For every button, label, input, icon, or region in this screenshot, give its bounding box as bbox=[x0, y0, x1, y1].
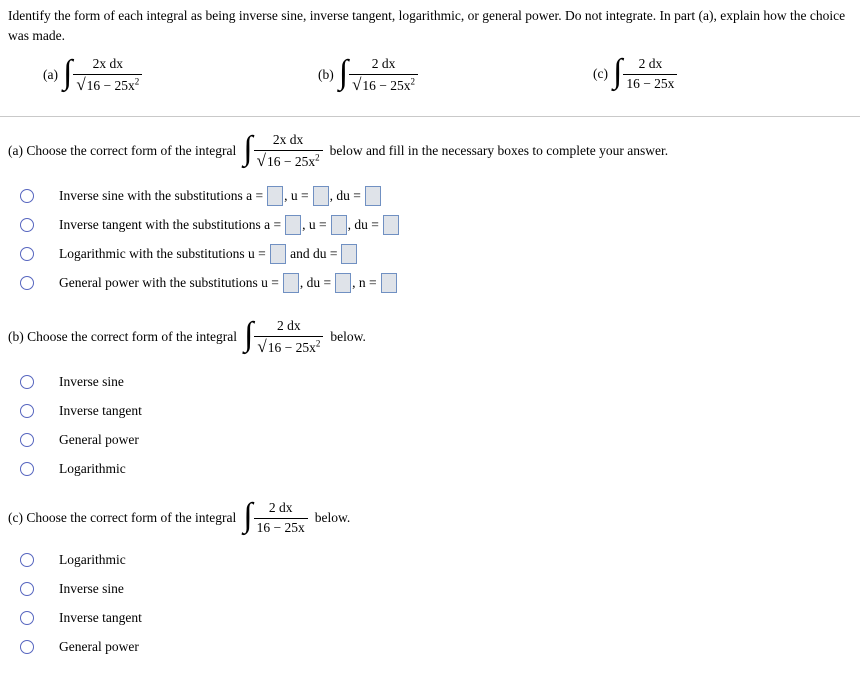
option-row-b-logarithmic bbox=[0, 454, 860, 483]
answer-box-a-power-du[interactable] bbox=[335, 273, 351, 293]
numerator: 2x dx bbox=[92, 56, 123, 71]
numerator: 2 dx bbox=[638, 56, 663, 71]
radio-a-logarithmic[interactable] bbox=[20, 247, 34, 261]
integral-sign: ∫ bbox=[243, 497, 253, 534]
answer-box-a-sine-du[interactable] bbox=[365, 186, 381, 206]
option-text-segment: Logarithmic with the substitutions u = bbox=[59, 245, 266, 261]
radio-a-general-power[interactable] bbox=[20, 276, 34, 290]
answer-box-a-tangent-du[interactable] bbox=[383, 215, 399, 235]
radio-c-inverse-tangent[interactable] bbox=[20, 611, 34, 625]
option-row-c-general-power bbox=[0, 632, 860, 661]
option-label: Inverse sine bbox=[59, 373, 124, 389]
fraction-a bbox=[73, 56, 142, 95]
option-label bbox=[59, 244, 358, 264]
answer-box-a-sine-u[interactable] bbox=[313, 186, 329, 206]
denominator-base: 16 − 25x bbox=[362, 77, 411, 93]
answer-box-a-tangent-a[interactable] bbox=[285, 215, 301, 235]
option-row-b-inverse-tangent bbox=[0, 396, 860, 425]
denominator-base: 16 − 25x bbox=[86, 77, 135, 93]
part-b-heading-text: (b) Choose the correct form of the integral bbox=[8, 329, 238, 344]
option-text-segment: General power with the substitutions u = bbox=[59, 274, 279, 290]
radio-c-inverse-sine[interactable] bbox=[20, 582, 34, 596]
option-row-b-inverse-sine bbox=[0, 367, 860, 396]
math-assignment-page bbox=[0, 6, 860, 661]
part-c-section bbox=[0, 495, 860, 661]
denominator bbox=[254, 336, 323, 357]
option-text-segment: Inverse sine with the substitutions a = bbox=[59, 187, 264, 203]
option-label: General power bbox=[59, 638, 139, 654]
part-c-heading-text: (c) Choose the correct form of the integral bbox=[8, 510, 237, 525]
option-label bbox=[59, 215, 400, 235]
integral-sign: ∫ bbox=[62, 54, 73, 92]
option-text-segment: , du = bbox=[329, 187, 361, 203]
part-c-heading bbox=[8, 495, 860, 541]
radio-c-logarithmic[interactable] bbox=[20, 553, 34, 567]
option-label: Logarithmic bbox=[59, 551, 126, 567]
part-c-heading-suffix: below. bbox=[314, 510, 351, 525]
option-label bbox=[59, 186, 382, 206]
option-text-segment: , du = bbox=[347, 216, 379, 232]
part-a-section bbox=[0, 125, 860, 297]
answer-box-a-sine-a[interactable] bbox=[267, 186, 283, 206]
radical-sign: √ bbox=[257, 336, 267, 356]
option-row-b-general-power bbox=[0, 425, 860, 454]
radio-a-inverse-tangent[interactable] bbox=[20, 218, 34, 232]
numerator: 2 dx bbox=[277, 317, 301, 333]
part-b-heading bbox=[8, 311, 860, 363]
denominator bbox=[349, 74, 418, 95]
radio-b-logarithmic[interactable] bbox=[20, 462, 34, 476]
radical-sign: √ bbox=[76, 74, 86, 94]
answer-box-a-log-du[interactable] bbox=[341, 244, 357, 264]
option-text-segment: , u = bbox=[284, 187, 309, 203]
answer-box-a-tangent-u[interactable] bbox=[331, 215, 347, 235]
option-row-a-inverse-sine bbox=[0, 181, 860, 210]
radical-sign: √ bbox=[256, 150, 266, 170]
option-label: Inverse tangent bbox=[59, 402, 142, 418]
option-row-a-logarithmic bbox=[0, 239, 860, 268]
integral-c-label: (c) bbox=[593, 66, 608, 82]
radio-b-inverse-sine[interactable] bbox=[20, 375, 34, 389]
part-b-options bbox=[0, 367, 860, 483]
option-text-segment: and du = bbox=[286, 245, 338, 261]
denominator: 16 − 25x bbox=[623, 74, 677, 93]
radio-c-general-power[interactable] bbox=[20, 640, 34, 654]
option-row-a-general-power bbox=[0, 268, 860, 297]
denominator-exponent: 2 bbox=[134, 76, 140, 87]
part-b-section bbox=[0, 311, 860, 483]
section-divider bbox=[0, 116, 860, 117]
numerator: 2 dx bbox=[371, 56, 396, 71]
option-row-c-logarithmic bbox=[0, 545, 860, 574]
radio-a-inverse-sine[interactable] bbox=[20, 189, 34, 203]
denominator: 16 − 25x bbox=[254, 518, 308, 537]
radical-sign: √ bbox=[352, 74, 362, 94]
option-label: Inverse sine bbox=[59, 580, 124, 596]
fraction-b bbox=[349, 56, 418, 95]
option-row-c-inverse-sine bbox=[0, 574, 860, 603]
answer-box-a-power-u[interactable] bbox=[283, 273, 299, 293]
denominator-exponent: 2 bbox=[315, 338, 321, 348]
numerator: 2x dx bbox=[272, 131, 304, 147]
answer-box-a-log-u[interactable] bbox=[270, 244, 286, 264]
part-a-heading bbox=[8, 125, 860, 177]
option-row-a-inverse-tangent bbox=[0, 210, 860, 239]
denominator-base: 16 − 25x bbox=[266, 153, 316, 169]
fraction-c bbox=[623, 56, 677, 93]
integral-b-inline bbox=[239, 318, 323, 357]
problem-statement: Identify the form of each integral as being inverse sine, inverse tangent, logarithmic, or general power. Do not integrate. In part (a), explain how the choice was made. bbox=[8, 8, 846, 43]
integral-examples-row bbox=[0, 53, 860, 114]
option-text-segment: , n = bbox=[352, 274, 377, 290]
integral-b-label: (b) bbox=[318, 67, 334, 83]
integral-sign: ∫ bbox=[338, 54, 349, 92]
fraction-c-inline bbox=[254, 500, 308, 537]
option-label: General power bbox=[59, 431, 139, 447]
denominator-exponent: 2 bbox=[410, 76, 416, 87]
part-a-options bbox=[0, 181, 860, 297]
part-b-heading-suffix: below. bbox=[330, 329, 366, 344]
integral-sign: ∫ bbox=[244, 316, 254, 353]
option-label: Logarithmic bbox=[59, 460, 126, 476]
denominator-base: 16 − 25x bbox=[267, 339, 316, 355]
fraction-b-inline bbox=[254, 318, 323, 357]
answer-box-a-power-n[interactable] bbox=[381, 273, 397, 293]
integral-sign: ∫ bbox=[612, 53, 623, 91]
integral-a-label: (a) bbox=[43, 67, 58, 83]
option-label: Inverse tangent bbox=[59, 609, 142, 625]
integral-a-inline bbox=[238, 132, 322, 171]
integral-b bbox=[318, 56, 418, 95]
integral-sign: ∫ bbox=[243, 130, 253, 167]
option-text-segment: , du = bbox=[299, 274, 332, 290]
radio-b-inverse-tangent[interactable] bbox=[20, 404, 34, 418]
part-a-heading-text: (a) Choose the correct form of the integral bbox=[8, 143, 237, 158]
numerator: 2 dx bbox=[268, 499, 293, 515]
fraction-a-inline bbox=[254, 132, 323, 171]
part-a-heading-suffix: below and fill in the necessary boxes to complete your answer. bbox=[329, 143, 669, 158]
radio-b-general-power[interactable] bbox=[20, 433, 34, 447]
integral-a bbox=[43, 56, 142, 95]
option-text-segment: , u = bbox=[302, 216, 327, 232]
option-label bbox=[59, 273, 398, 293]
denominator-exponent: 2 bbox=[315, 152, 320, 162]
denominator bbox=[254, 150, 323, 171]
option-row-c-inverse-tangent bbox=[0, 603, 860, 632]
option-text-segment: Inverse tangent with the substitutions a = bbox=[59, 216, 282, 232]
integral-c bbox=[593, 53, 677, 93]
denominator bbox=[73, 74, 142, 95]
integral-c-inline bbox=[238, 497, 307, 537]
part-c-options bbox=[0, 545, 860, 661]
